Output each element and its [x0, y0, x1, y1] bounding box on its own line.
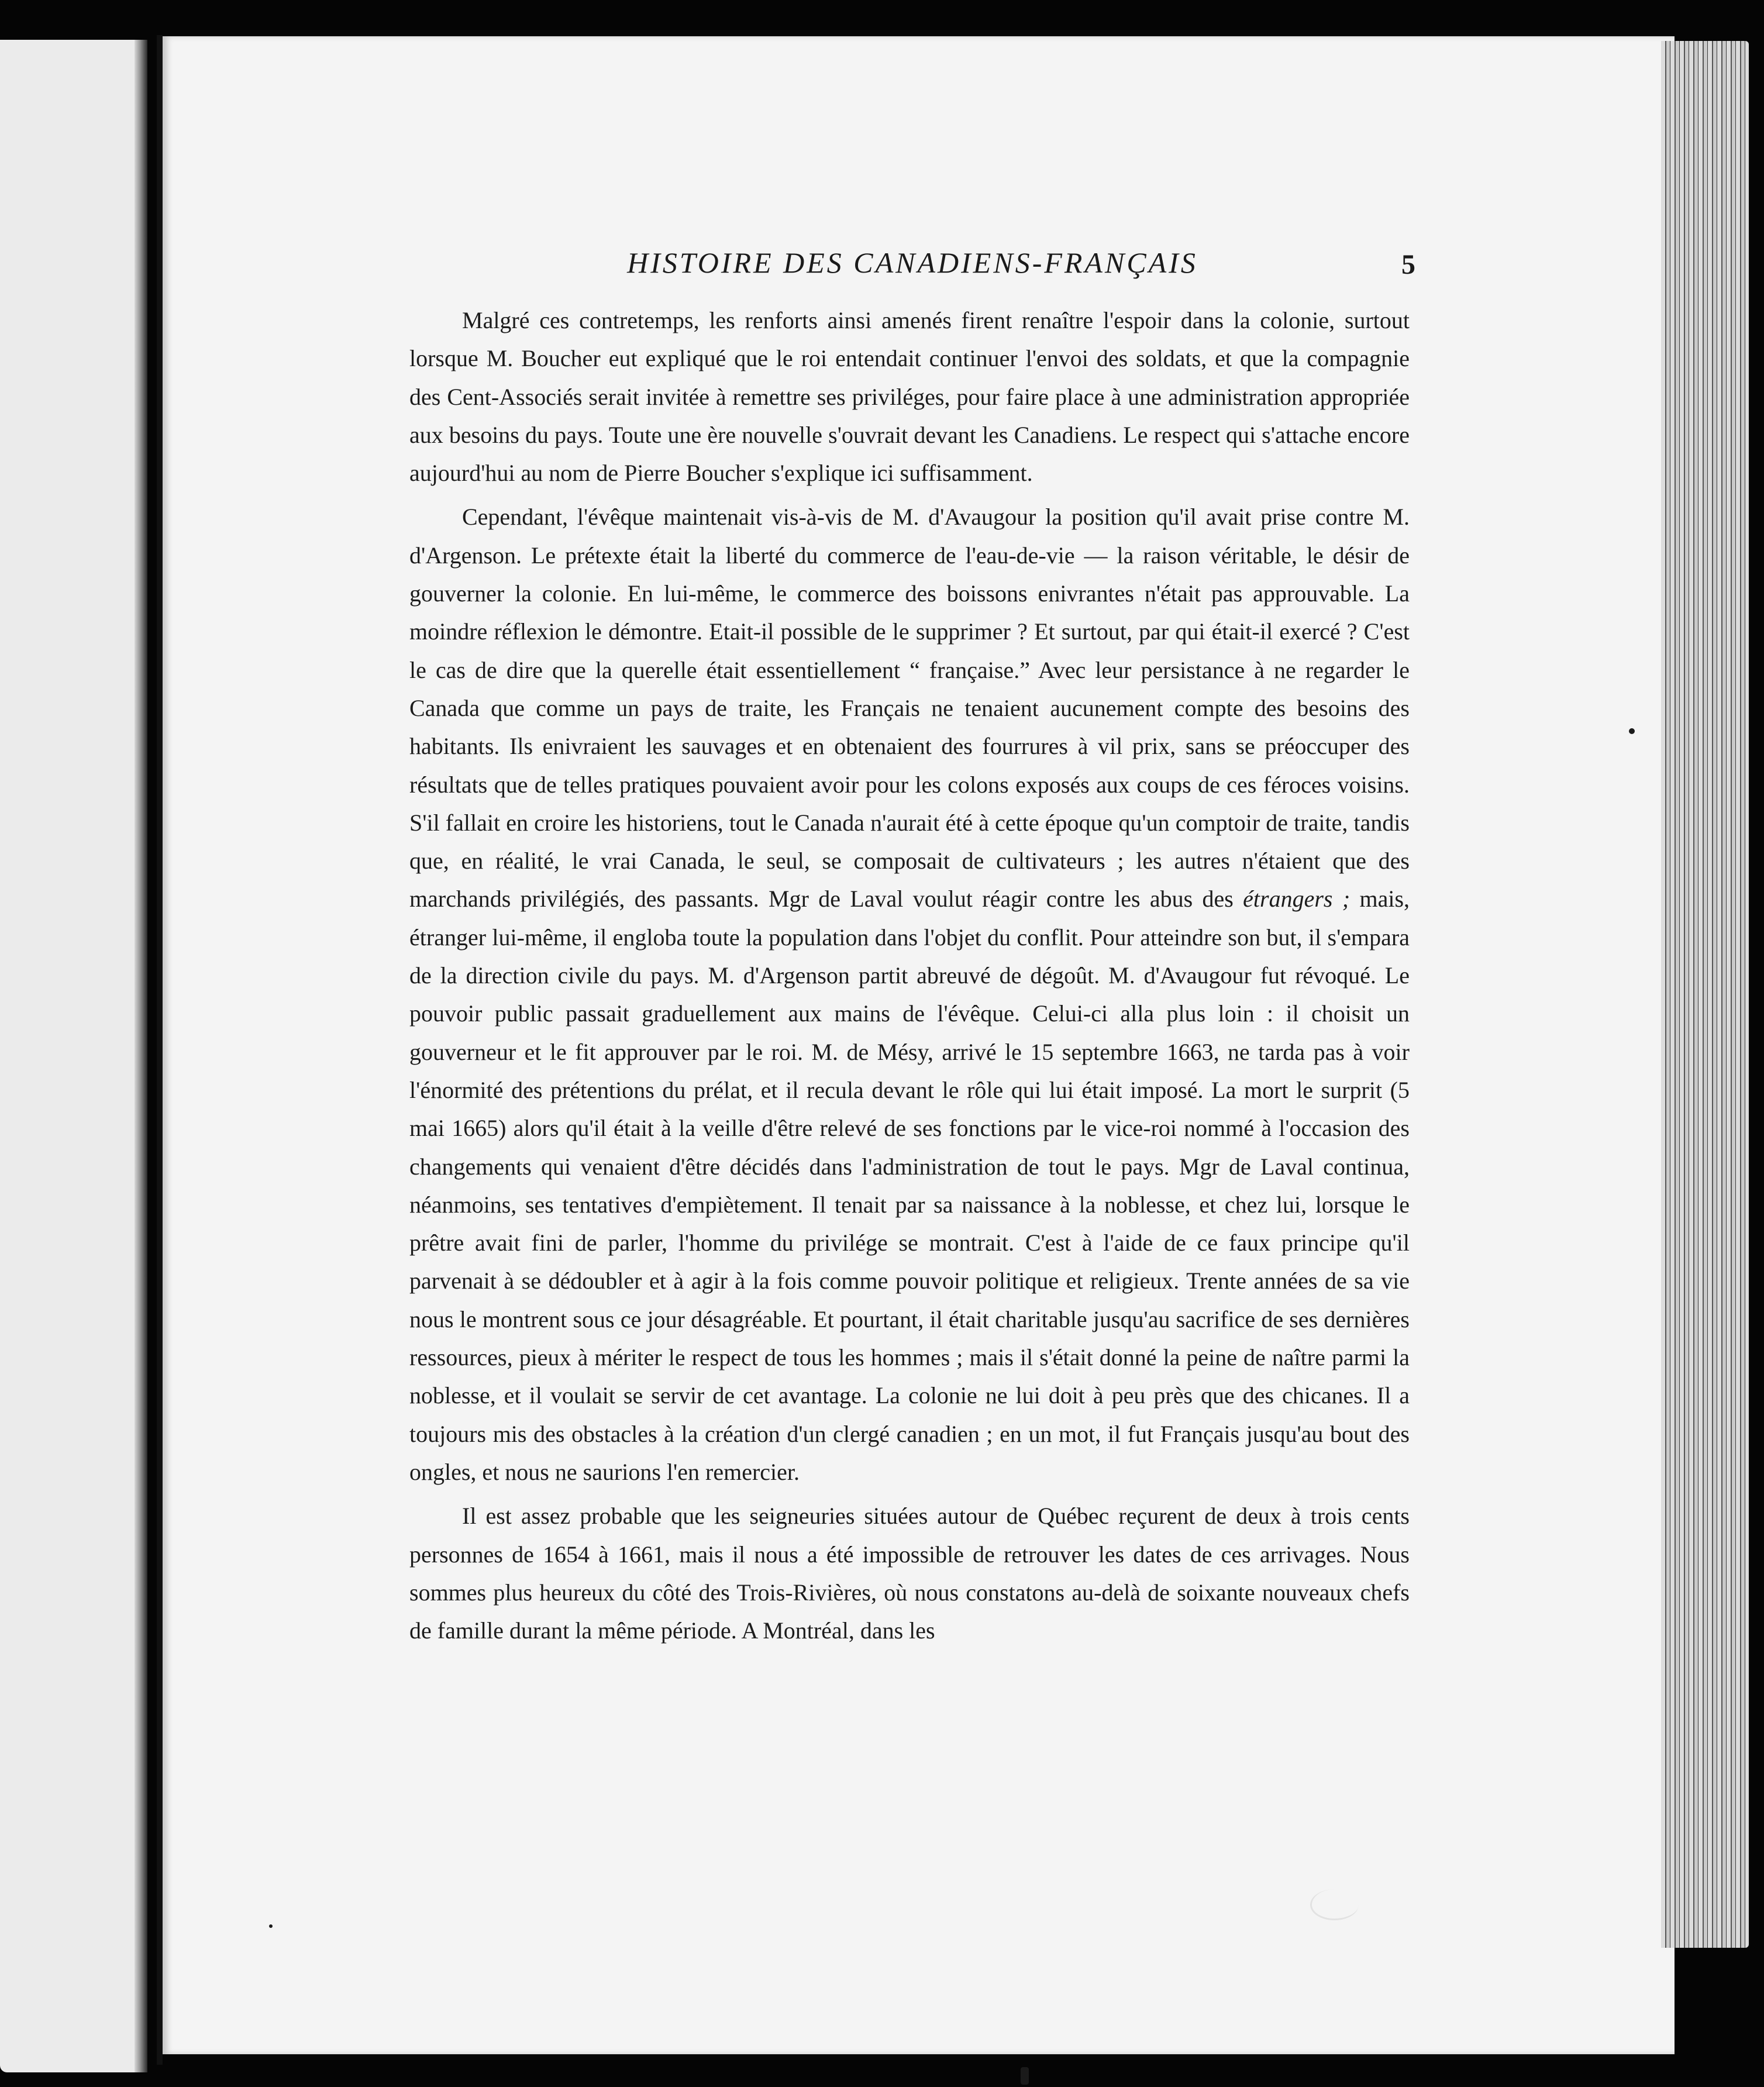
running-header: HISTOIRE DES CANADIENS-FRANÇAIS: [627, 246, 1198, 279]
scan-artifact: [1310, 1889, 1359, 1920]
scan-speck: [269, 1924, 273, 1928]
paragraph-text: Cependant, l'évêque maintenait vis-à-vis de M. d'Avaugour la position qu'il avait prise contre M. d'Argenson. Le prétexte était la liberté du commerce de l'eau-de-vie — la raison véritable, le désir de gouverner la colonie. En lui-même, le commerce des boissons enivrantes n'était pas approuvable. La moindre réflexion le démontre. Etait-il possible de le supprimer ? Et surtout, par qui était-il exercé ? C'est le cas de dire que la querelle était essentiellement “ française.” Avec leur persistance à ne regarder le Canada que comme un pays de traite, les Français ne tenaient aucunement compte des besoins des habitants. Ils enivraient les sauvages et en obtenaient des fourrures à vil prix, sans se préoccuper des résultats que de telles pratiques pouvaient avoir pour les colons exposés aux coups de ces féroces voisins. S'il fallait en croire les historiens, tout le Canada n'aurait été à cette époque qu'un comptoir de traite, tandis que, en réalité, le vrai Canada, le seul, se composait de cultivateurs ; les autres n'étaient que des marchands privilégiés, des passants. Mgr de Laval voulut réagir contre les abus des: [409, 504, 1410, 912]
page-number: 5: [1401, 249, 1415, 280]
scan-speck: [1021, 2067, 1029, 2085]
paragraph: [409, 498, 1410, 1491]
body-text: [409, 301, 1410, 1655]
paragraph: Malgré ces contretemps, les renforts ainsi amenés firent renaître l'espoir dans la colonie, surtout lorsque M. Boucher eut expliqué que le roi entendait continuer l'envoi des soldats, et que la compagnie des Cent-Associés serait invitée à remettre ses priviléges, pour faire place à une administration appropriée aux besoins du pays. Toute une ère nouvelle s'ouvrait devant les Canadiens. Le respect qui s'attache encore aujourd'hui au nom de Pierre Boucher s'explique ici suffisamment.: [409, 307, 1410, 487]
gutter-line: [157, 35, 163, 2065]
facing-page: [0, 40, 146, 2072]
book-gutter-shadow: [135, 40, 147, 2072]
paragraph-text: mais, étranger lui-même, il engloba toute la population dans l'objet du conflit. Pour atteindre son but, il s'empara de la direction civile du pays. M. d'Argenson partit abreuvé de dégoût. M. d'Avaugour fut révoqué. Le pouvoir public passait graduellement aux mains de l'évêque. Celui-ci alla plus loin : il choisit un gouverneur et le fit approuver par le roi. M. de Mésy, arrivé le 15 septembre 1663, ne tarda pas à voir l'énormité des prétentions du prélat, et il recula devant le rôle qui lui était imposé. La mort le surprit (5 mai 1665) alors qu'il était à la veille d'être relevé de ses fonctions par le vice-roi nommé à l'occasion des changements qui venaient d'être décidés dans l'administration de tout le pays. Mgr de Laval continua, néanmoins, ses tentatives d'empiètement. Il tenait par sa naissance à la noblesse, et chez lui, lorsque le prêtre avait fini de parler, l'homme du privilége se montrait. C'est à l'aide de ce faux principe qu'il parvenait à se dédoubler et à agir à la fois comme pouvoir politique et religieux. Trente années de sa vie nous le montrent sous ce jour désagréable. Et pourtant, il était charitable jusqu'au sacrifice de ses dernières ressources, pieux à mériter le respect de tous les hommes ; mais il s'était donné la peine de naître parmi la noblesse, et il voulait se servir de cet avantage. La colonie ne lui doit à peu près que des chicanes. Il a toujours mis des obstacles à la création d'un clergé canadien ; en un mot, il fut Français jusqu'au bout des ongles, et nous ne saurions l'en remercier.: [409, 886, 1410, 1485]
scan-speck: [1629, 728, 1635, 734]
emphasis-text: étrangers ;: [1243, 886, 1350, 912]
paragraph: Il est assez probable que les seigneuries situées autour de Québec reçurent de deux à trois cents personnes de 1654 à 1661, mais il nous a été impossible de retrouver les dates de ces arrivages. Nous sommes plus heureux du côté des Trois-Rivières, où nous constatons au-delà de soixante nouveaux chefs de famille durant la même période. A Montréal, dans les: [409, 1503, 1410, 1644]
page-edge-stack: [1661, 41, 1749, 1948]
